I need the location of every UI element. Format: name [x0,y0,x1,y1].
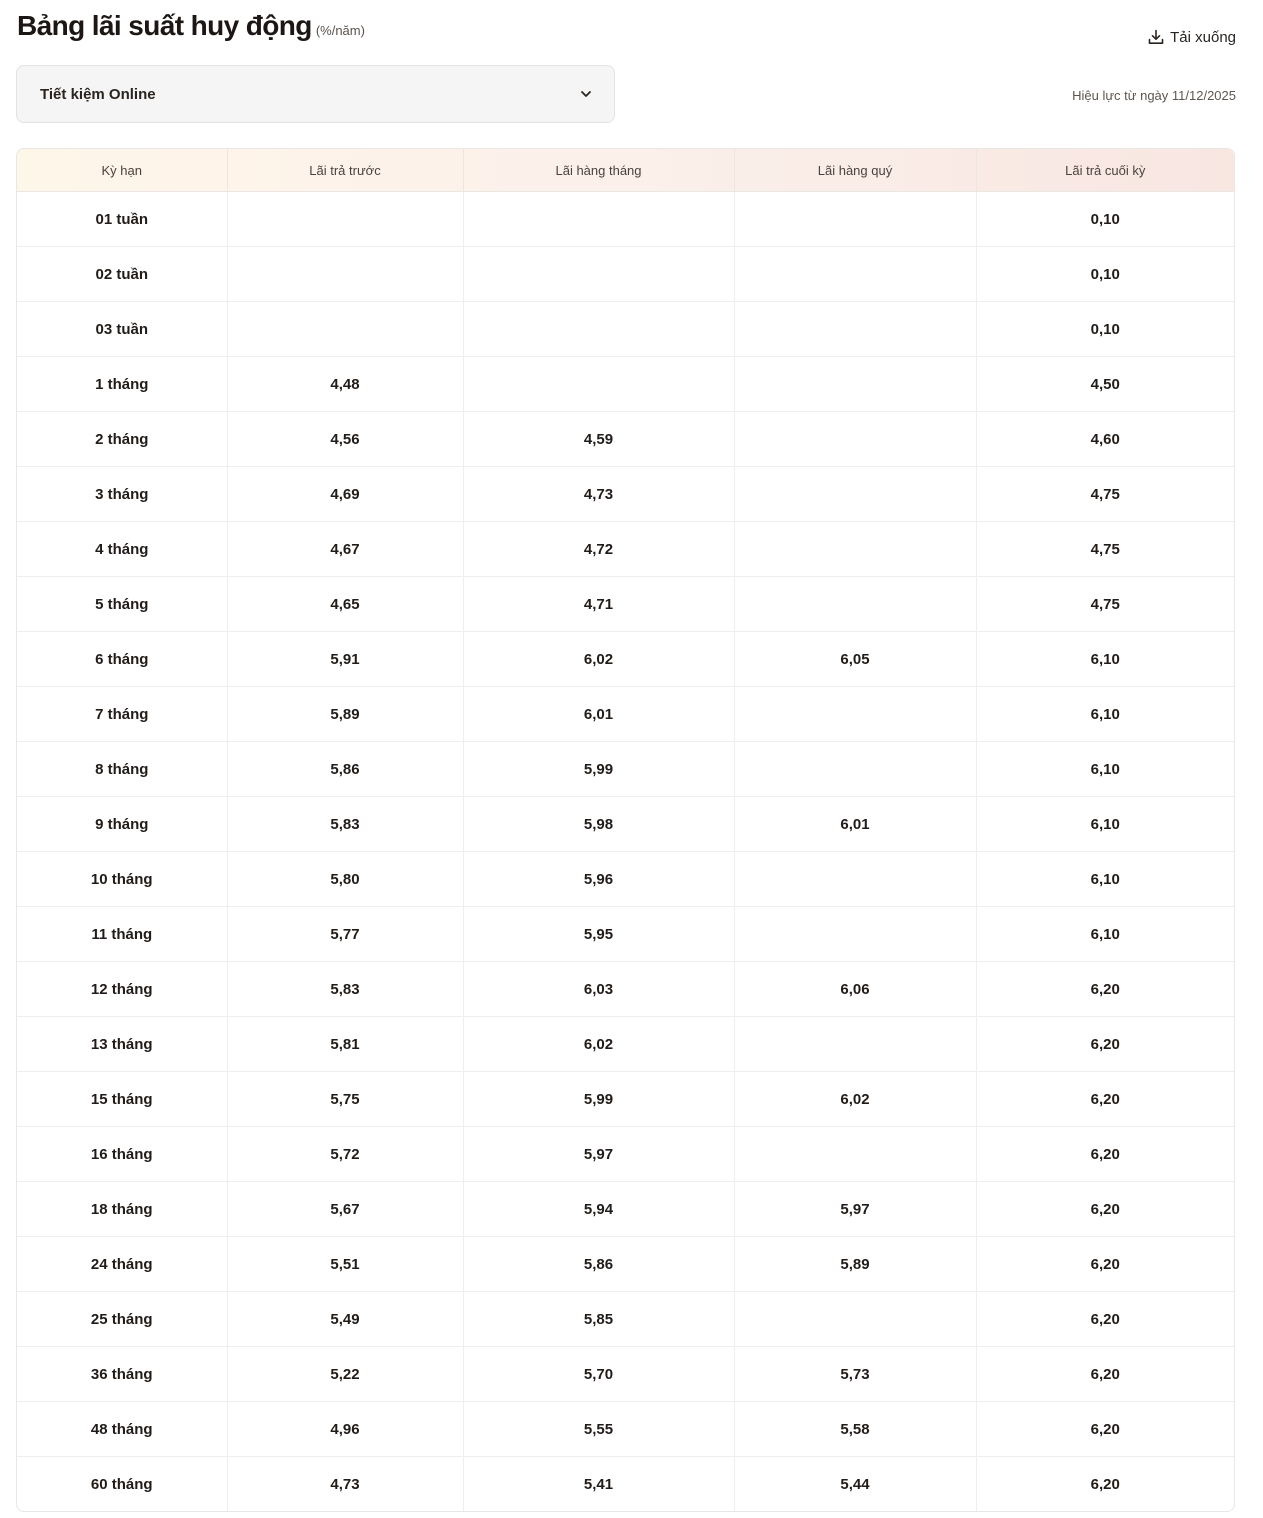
cell-column-monthly: 5,98 [463,797,734,852]
cell-column-quarterly [734,247,976,302]
cell-column-quarterly [734,907,976,962]
cell-column-monthly: 5,95 [463,907,734,962]
unit-label: (%/năm) [315,23,365,38]
table-row [17,302,1234,357]
header-column-maturity: Lãi trả cuối kỳ [976,149,1234,192]
cell-column-quarterly [734,357,976,412]
cell-column-monthly: 5,97 [463,1127,734,1182]
cell-column-quarterly [734,412,976,467]
cell-column-term: 4 tháng [17,522,227,577]
download-button[interactable] [1147,28,1236,46]
cell-column-term: 12 tháng [17,962,227,1017]
table-row [17,1127,1234,1182]
table-row [17,797,1234,852]
table-row [17,247,1234,302]
page-header [17,10,365,42]
table-row [17,1017,1234,1072]
header-column-prepaid: Lãi trả trước [227,149,463,192]
product-select[interactable] [16,65,615,123]
table-row [17,632,1234,687]
cell-column-term: 7 tháng [17,687,227,742]
cell-column-monthly: 6,03 [463,962,734,1017]
cell-column-term: 1 tháng [17,357,227,412]
table-row [17,1292,1234,1347]
cell-column-quarterly: 5,73 [734,1347,976,1402]
header-column-monthly: Lãi hàng tháng [463,149,734,192]
cell-column-quarterly: 5,58 [734,1402,976,1457]
cell-column-maturity: 0,10 [976,192,1234,247]
cell-column-maturity: 4,75 [976,577,1234,632]
table-row [17,577,1234,632]
cell-column-monthly: 5,96 [463,852,734,907]
cell-column-prepaid: 4,48 [227,357,463,412]
cell-column-prepaid: 5,91 [227,632,463,687]
cell-column-monthly: 5,99 [463,1072,734,1127]
cell-column-term: 9 tháng [17,797,227,852]
product-select-value: Tiết kiệm Online [40,85,156,103]
cell-column-quarterly: 5,97 [734,1182,976,1237]
table-row [17,192,1234,247]
cell-column-monthly: 5,85 [463,1292,734,1347]
cell-column-prepaid: 5,83 [227,797,463,852]
chevron-down-icon [580,90,592,98]
cell-column-prepaid: 5,77 [227,907,463,962]
cell-column-prepaid: 5,22 [227,1347,463,1402]
cell-column-maturity: 6,10 [976,797,1234,852]
cell-column-monthly: 4,71 [463,577,734,632]
cell-column-quarterly: 6,05 [734,632,976,687]
cell-column-term: 6 tháng [17,632,227,687]
table-row [17,1182,1234,1237]
download-label: Tải xuống [1170,28,1236,46]
cell-column-maturity: 6,20 [976,1017,1234,1072]
cell-column-maturity: 6,10 [976,852,1234,907]
cell-column-prepaid: 5,75 [227,1072,463,1127]
cell-column-quarterly [734,1017,976,1072]
page-title: Bảng lãi suất huy động [17,10,312,41]
cell-column-term: 13 tháng [17,1017,227,1072]
cell-column-term: 60 tháng [17,1457,227,1512]
table-row [17,1402,1234,1457]
cell-column-maturity: 6,10 [976,632,1234,687]
cell-column-prepaid [227,302,463,357]
table-row [17,907,1234,962]
cell-column-prepaid: 5,51 [227,1237,463,1292]
cell-column-prepaid: 4,56 [227,412,463,467]
cell-column-term: 36 tháng [17,1347,227,1402]
table-row [17,357,1234,412]
cell-column-maturity: 6,20 [976,962,1234,1017]
table-row [17,1457,1234,1512]
cell-column-quarterly [734,577,976,632]
cell-column-monthly: 5,55 [463,1402,734,1457]
cell-column-prepaid [227,192,463,247]
cell-column-term: 16 tháng [17,1127,227,1182]
cell-column-monthly: 4,59 [463,412,734,467]
cell-column-maturity: 6,20 [976,1347,1234,1402]
cell-column-quarterly: 5,89 [734,1237,976,1292]
cell-column-maturity: 6,20 [976,1402,1234,1457]
table-body [17,192,1234,1512]
cell-column-prepaid [227,247,463,302]
header-column-quarterly: Lãi hàng quý [734,149,976,192]
cell-column-monthly [463,192,734,247]
header-column-term: Kỳ hạn [17,149,227,192]
cell-column-term: 10 tháng [17,852,227,907]
cell-column-quarterly: 5,44 [734,1457,976,1512]
cell-column-monthly: 5,99 [463,742,734,797]
cell-column-monthly: 4,72 [463,522,734,577]
cell-column-quarterly: 6,01 [734,797,976,852]
cell-column-maturity: 4,50 [976,357,1234,412]
cell-column-maturity: 6,10 [976,742,1234,797]
cell-column-quarterly [734,467,976,522]
cell-column-prepaid: 5,49 [227,1292,463,1347]
table-row [17,412,1234,467]
cell-column-monthly: 6,02 [463,632,734,687]
cell-column-term: 02 tuần [17,247,227,302]
cell-column-term: 2 tháng [17,412,227,467]
cell-column-prepaid: 4,67 [227,522,463,577]
cell-column-quarterly [734,1127,976,1182]
cell-column-quarterly [734,687,976,742]
cell-column-maturity: 6,20 [976,1127,1234,1182]
cell-column-maturity: 6,20 [1090,1475,1120,1493]
cell-column-monthly [463,302,734,357]
cell-column-term: 24 tháng [17,1237,227,1292]
cell-column-prepaid: 5,67 [227,1182,463,1237]
interest-rate-table [16,148,1235,1512]
cell-column-monthly [463,357,734,412]
cell-column-term: 3 tháng [17,467,227,522]
cell-column-prepaid: 4,96 [227,1402,463,1457]
cell-column-prepaid: 5,89 [227,687,463,742]
table-row [17,742,1234,797]
effective-date: Hiệu lực từ ngày 11/12/2025 [1072,88,1236,103]
cell-column-term: 25 tháng [17,1292,227,1347]
cell-column-term: 11 tháng [17,907,227,962]
cell-column-term: 03 tuần [17,302,227,357]
table-row [17,1072,1234,1127]
table-row [17,1347,1234,1402]
cell-column-term: 8 tháng [17,742,227,797]
cell-column-maturity: 6,20 [976,1237,1234,1292]
cell-column-term: 48 tháng [17,1402,227,1457]
cell-column-maturity: 4,75 [976,467,1234,522]
cell-column-maturity: 4,60 [976,412,1234,467]
cell-column-monthly [463,247,734,302]
table-row [17,467,1234,522]
cell-column-term: 18 tháng [17,1182,227,1237]
cell-column-quarterly: 6,02 [734,1072,976,1127]
cell-column-monthly: 6,01 [463,687,734,742]
cell-column-maturity: 0,10 [976,247,1234,302]
table-row [17,962,1234,1017]
cell-column-prepaid: 5,80 [227,852,463,907]
cell-column-monthly: 4,73 [463,467,734,522]
cell-column-prepaid: 4,73 [227,1457,463,1512]
cell-column-maturity: 6,10 [976,687,1234,742]
cell-column-quarterly [734,852,976,907]
table-row [17,852,1234,907]
cell-column-quarterly [734,522,976,577]
cell-column-maturity: 0,10 [976,302,1234,357]
cell-column-monthly: 6,02 [463,1017,734,1072]
cell-column-monthly: 5,41 [463,1457,734,1512]
table-row [17,522,1234,577]
cell-column-term: 01 tuần [17,192,227,247]
table-row [17,1237,1234,1292]
table-row [17,687,1234,742]
cell-column-prepaid: 4,65 [227,577,463,632]
cell-column-maturity: 6,20 [976,1182,1234,1237]
cell-column-maturity: 6,20 [976,1292,1234,1347]
cell-column-quarterly [734,742,976,797]
cell-column-term: 15 tháng [17,1072,227,1127]
cell-column-maturity: 6,10 [976,907,1234,962]
cell-column-term: 5 tháng [17,577,227,632]
cell-column-prepaid: 5,86 [227,742,463,797]
cell-column-quarterly [734,192,976,247]
table-header-row [17,149,1234,192]
cell-column-maturity: 4,75 [976,522,1234,577]
cell-column-monthly: 5,94 [463,1182,734,1237]
cell-column-prepaid: 5,72 [227,1127,463,1182]
cell-column-monthly: 5,70 [463,1347,734,1402]
cell-column-quarterly [734,302,976,357]
cell-column-maturity: 6,20 [976,1072,1234,1127]
cell-column-quarterly [734,1292,976,1347]
cell-column-quarterly: 6,06 [734,962,976,1017]
download-icon [1147,28,1165,46]
cell-column-prepaid: 5,83 [227,962,463,1017]
cell-column-monthly: 5,86 [463,1237,734,1292]
cell-column-prepaid: 4,69 [227,467,463,522]
cell-column-prepaid: 5,81 [227,1017,463,1072]
